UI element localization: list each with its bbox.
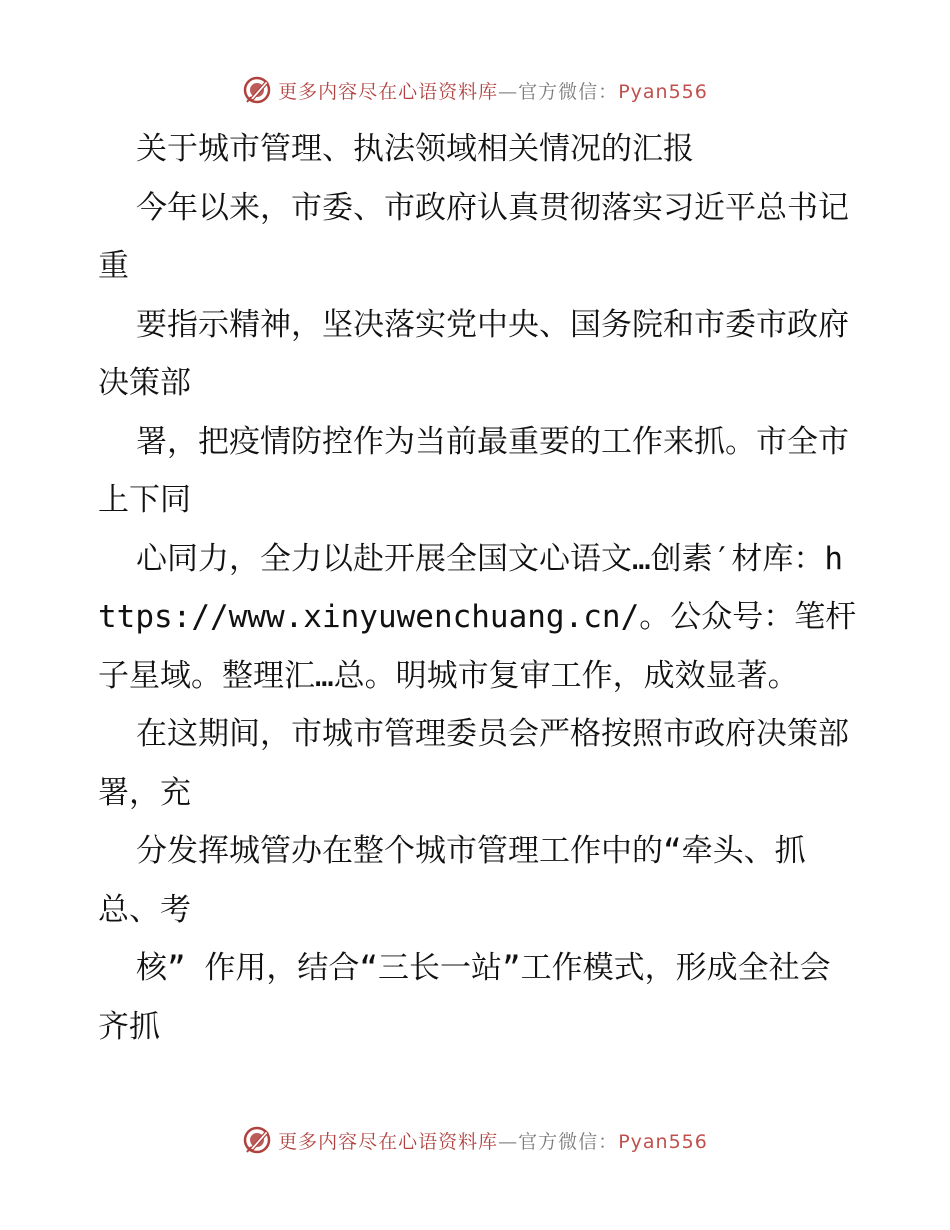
watermark-account: Pyan556 [618, 80, 708, 103]
watermark-account: Pyan556 [618, 1130, 708, 1153]
paragraph: 署，把疫情防控作为当前最重要的工作来抓。市全市上下同 [98, 423, 849, 518]
watermark-dash: — [498, 80, 519, 103]
paragraph: 要指示精神，坚决落实党中央、国务院和市委市政府决策部 [98, 306, 849, 401]
paragraph: 在这期间，市城市管理委员会严格按照市政府决策部署，充 [98, 716, 849, 811]
paragraph: 今年以来，市委、市政府认真贯彻落实习近平总书记重 [98, 189, 849, 284]
watermark-text-group [278, 1127, 708, 1154]
paragraph: 分发挥城管办在整个城市管理工作中的“牵头、抓总、考 [98, 833, 806, 928]
quill-pen-logo-icon [242, 1125, 272, 1155]
document-body [98, 120, 858, 1056]
paragraph: 心同力，全力以赴开展全国文心语文…创素′材库：https://www.xinyuwenchuang.cn/。公众号：笔杆子星域。整理汇…总。明城市复审工作，成效显著。 [98, 540, 857, 694]
footer-watermark [0, 1120, 950, 1160]
watermark-dash: — [498, 1130, 519, 1153]
header-watermark [0, 70, 950, 110]
watermark-wechat-label: 官方微信： [518, 1130, 619, 1153]
quill-pen-logo-icon [242, 75, 272, 105]
watermark-text: 更多内容尽在心语资料库 [278, 80, 499, 103]
watermark-wechat-label: 官方微信： [518, 80, 619, 103]
watermark-text-group [278, 77, 708, 104]
watermark-text: 更多内容尽在心语资料库 [278, 1130, 499, 1153]
document-title: 关于城市管理、执法领域相关情况的汇报 [136, 131, 694, 167]
paragraph: 核” 作用，结合“三长一站”工作模式，形成全社会齐抓 [98, 950, 831, 1045]
